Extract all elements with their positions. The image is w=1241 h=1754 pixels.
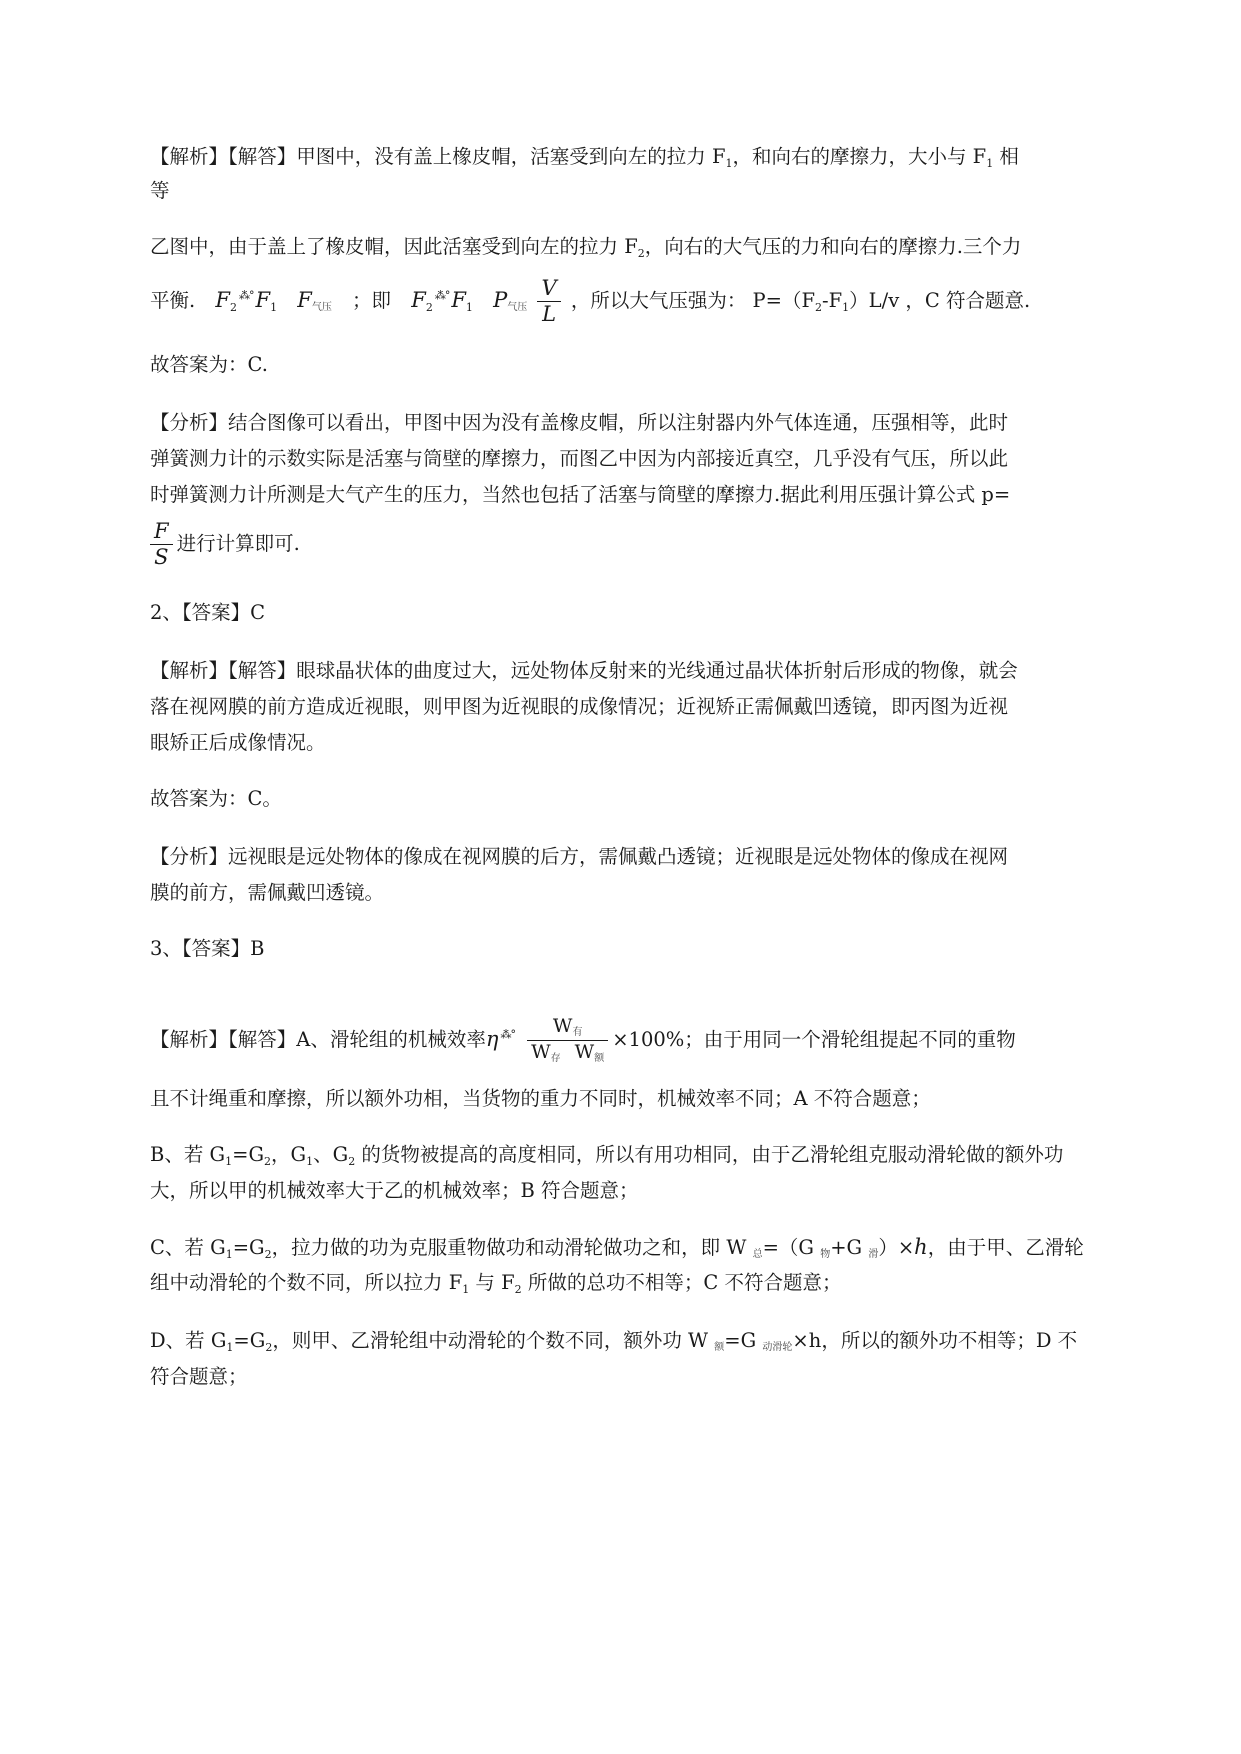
text: =G — [724, 1329, 763, 1352]
text-line — [150, 1268, 1150, 1305]
text: =G — [232, 1143, 265, 1166]
text: 故答案为：C. — [150, 353, 268, 376]
text: 2、【答案】C — [150, 601, 266, 624]
formula-symbol: ⁂° — [434, 289, 450, 302]
text-line — [150, 656, 1150, 686]
text: 组中动滑轮的个数不同，所以拉力 F — [150, 1271, 463, 1294]
text: 与 F — [469, 1271, 515, 1294]
text: ，和向右的摩擦力，大小与 F — [732, 145, 987, 168]
text-line — [150, 692, 1150, 722]
text: =G — [233, 1329, 266, 1352]
text-line — [150, 842, 1150, 872]
text: 乙图中，由于盖上了橡皮帽，因此活塞受到向左的拉力 F — [150, 235, 638, 258]
subscript: 1 — [725, 157, 733, 170]
text: W — [574, 1041, 595, 1063]
subscript: 滑 — [868, 1249, 879, 1260]
text: ，所以大气压强为： P=（F — [570, 289, 816, 312]
formula-var: F — [411, 288, 426, 312]
subscript: 1 — [270, 301, 278, 314]
text-line — [150, 350, 1150, 380]
denominator: L — [542, 302, 557, 326]
text: 【分析】结合图像可以看出，甲图中因为没有盖橡皮帽，所以注射器内外气体连通，压强相等，此时 — [150, 411, 1009, 434]
text: ，则甲、乙滑轮组中动滑轮的个数不同，额外功 W — [272, 1329, 715, 1352]
subscript: 2 — [514, 1283, 522, 1296]
text-line — [150, 1176, 1150, 1206]
text: 3、【答案】B — [150, 937, 265, 960]
fraction — [527, 1015, 608, 1066]
subscript: 气压 — [507, 302, 528, 313]
text-line — [150, 598, 1150, 628]
fraction — [150, 519, 173, 570]
text: 大，所以甲的机械效率大于乙的机械效率；B 符合题意； — [150, 1179, 639, 1202]
formula-var: F — [297, 288, 312, 312]
subscript: 存 — [550, 1053, 561, 1064]
text-line — [150, 878, 1150, 908]
text: 所做的总功不相等；C 不符合题意； — [521, 1271, 842, 1294]
text-line — [150, 444, 1150, 474]
text: -F — [822, 289, 843, 312]
text: 、G — [313, 1143, 349, 1166]
text: =G — [232, 1236, 265, 1259]
text: ，由于甲、乙滑轮 — [927, 1236, 1084, 1259]
formula-var: P — [493, 288, 508, 312]
subscript: 1 — [306, 1155, 314, 1168]
text-line — [150, 934, 1150, 964]
text-line — [150, 1232, 1150, 1270]
formula-symbol: ⁂° — [238, 289, 254, 302]
text: W — [552, 1015, 573, 1037]
text-line — [150, 142, 1150, 179]
text: 弹簧测力计的示数实际是活塞与筒壁的摩擦力，而图乙中因为内部接近真空，几乎没有气压，所以此 — [150, 447, 1009, 470]
formula-var: η — [485, 1027, 499, 1051]
formula-var: F — [451, 288, 466, 312]
text-line — [150, 1362, 1150, 1392]
text: 平衡. — [150, 289, 196, 312]
formula-line — [150, 514, 1150, 574]
denominator — [527, 1041, 608, 1066]
text: 眼矫正后成像情况。 — [150, 731, 326, 754]
text: ；即 — [352, 289, 392, 312]
text: ，向右的大气压的力和向右的摩擦力.三个力 — [644, 235, 1022, 258]
text: ）× — [878, 1236, 915, 1259]
subscript: 1 — [225, 1248, 233, 1261]
text: 落在视网膜的前方造成近视眼，则甲图为近视眼的成像情况；近视矫正需佩戴凹透镜，即丙图为近视 — [150, 695, 1009, 718]
subscript: 1 — [986, 157, 994, 170]
subscript: 1 — [462, 1283, 470, 1296]
subscript: 2 — [425, 301, 433, 314]
subscript: 2 — [264, 1155, 272, 1168]
subscript: 1 — [226, 1341, 234, 1354]
numerator — [527, 1015, 608, 1041]
subscript: 2 — [348, 1155, 356, 1168]
text: ）L/v ，C 符合题意. — [849, 289, 1031, 312]
text: 故答案为：C。 — [150, 787, 282, 810]
text: 【解析】【解答】眼球晶状体的曲度过大，远处物体反射来的光线通过晶状体折射后形成的物像，就会 — [150, 659, 1018, 682]
fraction — [537, 276, 560, 327]
text-line — [150, 1084, 1150, 1114]
text: D、若 G — [150, 1329, 227, 1352]
formula-var: h — [914, 1235, 928, 1259]
text-line — [150, 176, 1150, 206]
text-line — [150, 1326, 1150, 1363]
text: 符合题意； — [150, 1365, 248, 1388]
text-line — [150, 784, 1150, 814]
text-line — [150, 1140, 1150, 1177]
subscript: 额 — [714, 1342, 725, 1353]
text-line — [150, 480, 1150, 510]
text: 进行计算即可. — [176, 532, 300, 555]
subscript: 物 — [820, 1249, 831, 1260]
subscript: 2 — [265, 1341, 273, 1354]
numerator: F — [150, 519, 173, 545]
text: B、若 G — [150, 1143, 226, 1166]
text: C、若 G — [150, 1236, 226, 1259]
subscript: 2 — [815, 301, 823, 314]
text: 等 — [150, 179, 170, 202]
subscript: 2 — [637, 247, 645, 260]
subscript: 有 — [572, 1027, 583, 1038]
subscript: 额 — [594, 1053, 605, 1064]
text: ，拉力做的功为克服重物做功和动滑轮做功之和，即 W — [271, 1236, 753, 1259]
subscript: 动滑轮 — [762, 1342, 793, 1353]
numerator: V — [537, 276, 560, 302]
formula-symbol: ⁂° — [500, 1028, 515, 1041]
text: ，G — [271, 1143, 307, 1166]
text-line — [150, 408, 1150, 438]
text: 膜的前方，需佩戴凹透镜。 — [150, 881, 385, 904]
text: 的货物被提高的高度相同，所以有用功相同，由于乙滑轮组克服动滑轮做的额外功 — [355, 1143, 1064, 1166]
text: 相 — [993, 145, 1019, 168]
text: 时弹簧测力计所测是大气产生的压力，当然也包括了活塞与筒壁的摩擦力.据此利用压强计算公式 p= — [150, 483, 1011, 506]
text: ；由于用同一个滑轮组提起不同的重物 — [684, 1028, 1016, 1051]
text: ×100% — [612, 1028, 685, 1051]
subscript: 气压 — [311, 302, 332, 313]
text: W — [531, 1041, 551, 1063]
formula-var: F — [215, 288, 230, 312]
text: 【分析】远视眼是远处物体的像成在视网膜的后方，需佩戴凸透镜；近视眼是远处物体的像成在视网 — [150, 845, 1009, 868]
subscript: 1 — [465, 301, 473, 314]
formula-line — [150, 1000, 1150, 1070]
text: =（G — [762, 1236, 821, 1259]
text: 【解析】【解答】A、滑轮组的机械效率 — [150, 1028, 486, 1051]
text: ×h，所以的额外功不相等；D 不 — [792, 1329, 1078, 1352]
formula-var: F — [255, 288, 271, 312]
text: 【解析】【解答】甲图中，没有盖上橡皮帽，活塞受到向左的拉力 F — [150, 145, 726, 168]
text: 且不计绳重和摩擦，所以额外功相，当货物的重力不同时，机械效率不同；A 不符合题意； — [150, 1087, 931, 1110]
subscript: 2 — [264, 1248, 272, 1261]
text: +G — [830, 1236, 869, 1259]
text-line — [150, 728, 1150, 758]
subscript: 2 — [229, 301, 237, 314]
formula-line — [150, 266, 1150, 326]
text-line — [150, 232, 1150, 269]
subscript: 1 — [225, 1155, 233, 1168]
subscript: 总 — [752, 1249, 763, 1260]
subscript: 1 — [842, 301, 850, 314]
denominator: S — [154, 545, 169, 569]
